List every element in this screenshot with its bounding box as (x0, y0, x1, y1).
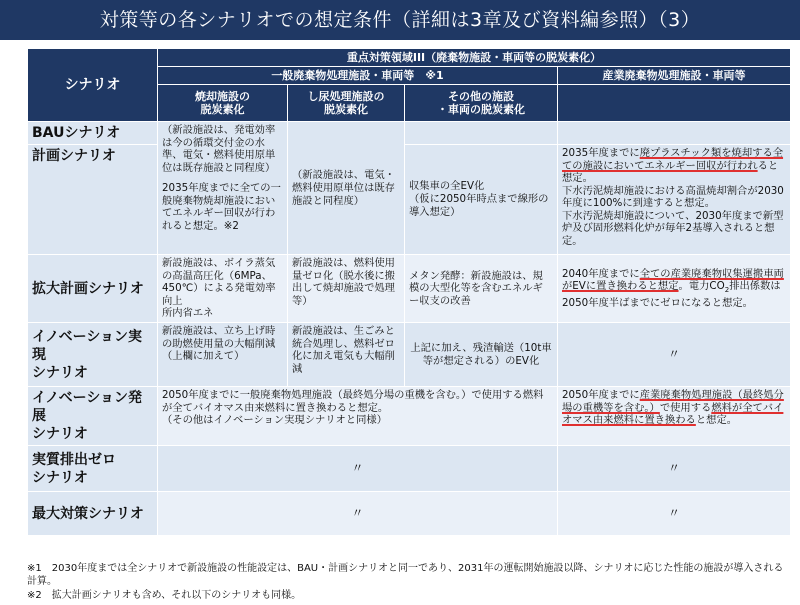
row-bau-name: BAUシナリオ (28, 122, 158, 145)
expanded-industrial-underline: 全ての産業廃棄物収集運搬車両がEVに置き換わると想定 (562, 267, 784, 293)
row-innovation-dev-name: イノベーション発展 シナリオ (28, 387, 158, 446)
row-innovation-name: イノベーション実現 シナリオ (28, 323, 158, 387)
innovation-industrial-ditto: 〃 (558, 323, 791, 387)
header-night-soil: し尿処理施設の 脱炭素化 (288, 85, 405, 122)
innovation-night-soil-text: 新設施設は、生ごみと統合処理し、燃料ゼロ化に加え電気も大幅削減 (288, 323, 405, 387)
innovation-incinerator-text: 新設施設は、立ち上げ時の助燃使用量の大幅削減 （上欄に加えて） (158, 323, 288, 387)
bau-plan-incinerator-text: （新設施設は、発電効率は今の循環交付金の水準、電気・燃料使用原単位は既存施設と同程度） (162, 124, 276, 174)
plan-other-text: 収集車の全EV化 （仮に2050年時点まで線形の導入想定） (405, 145, 558, 255)
header-general: 一般廃棄物処理施設・車両等 ※1 (158, 67, 558, 85)
footnote-2: ※2 拡大計画シナリオも含め、それ以下のシナリオも同様。 (27, 590, 302, 601)
net-zero-industrial-ditto: 〃 (558, 446, 791, 492)
expanded-night-soil-text: 新設施設は、燃料使用量ゼロ化（脱水後に搬出して焼却施設で処理等） (288, 255, 405, 323)
row-net-zero-name: 実質排出ゼロ シナリオ (28, 446, 158, 492)
max-general-ditto: 〃 (158, 492, 558, 536)
header-domain: 重点対策領域III（廃棄物施設・車両等の脱炭素化） (158, 49, 791, 67)
row-expanded-name: 拡大計画シナリオ (28, 255, 158, 323)
plan-industrial-underline: 廃プラスチック類を焼却する全ての施設においてエネルギー回収が行われ (562, 147, 784, 172)
header-incinerator: 焼却施設の 脱炭素化 (158, 85, 288, 122)
max-industrial-ditto: 〃 (558, 492, 791, 536)
header-scenario: シナリオ (28, 49, 158, 122)
row-max-name: 最大対策シナリオ (28, 492, 158, 536)
expanded-incinerator-text: 新設施設は、ボイラ蒸気の高温高圧化（6MPa、450℃）による発電効率向上 所内省エネ (158, 255, 288, 323)
expanded-industrial-text: 2040年度までに全ての産業廃棄物収集運搬車両がEVに置き換わると想定。電力$CO_2$排出係数は2050年度半ばまでにゼロになると想定。 (558, 255, 791, 323)
net-zero-general-ditto: 〃 (158, 446, 558, 492)
page-title: 対策等の各シナリオでの想定条件（詳細は3章及び資料編参照）（3） (0, 0, 800, 40)
footnote-1: ※1 2030年度までは全シナリオで新設施設の性能設定は、BAU・計画シナリオと同一であり、2031年の運転開始施設以降、シナリオに応じた性能の施設が導入される計算。 (27, 563, 784, 587)
innovation-dev-industrial-text: 2050年度までに産業廃棄物処理施設（最終処分場の重機等を含む。）で使用する燃料が全てバイオマス由来燃料に置き換わると想定。 (558, 387, 791, 446)
plan-incinerator-text: 2035年度までに全ての一般廃棄物焼却施設においてエネルギー回収が行われると想定。※2 (162, 182, 281, 232)
row-plan-name: 計画シナリオ (28, 145, 158, 255)
innovation-dev-general-text: 2050年度までに一般廃棄物処理施設（最終処分場の重機を含む。）で使用する燃料が全てバイオマス由来燃料に置き換わると想定。 （その他はイノベーション実現シナリオと同様） (158, 387, 558, 446)
innovation-other-text: 上記に加え、残渣輸送（10t車等が想定される）のEV化 (405, 323, 558, 387)
expanded-other-text: メタン発酵：新設施設は、規模の大型化等を含むエネルギー収支の改善 (405, 255, 558, 323)
plan-industrial-text: 2035年度までに廃プラスチック類を焼却する全ての施設においてエネルギー回収が行われると想定。 下水汚泥焼却施設における高温焼却割合が2030年度に100%に到達すると想定。 下水汚泥焼却施設について、2030年度まで新型炉及び固形燃料化炉が毎年2基導入されると想定。 (558, 145, 791, 255)
bau-plan-night-soil-text: （新設施設は、電気・燃料使用原単位は既存施設と同程度） (288, 122, 405, 255)
scenario-table (27, 48, 791, 536)
header-other: その他の施設 ・車両の脱炭素化 (405, 85, 558, 122)
header-industrial: 産業廃棄物処理施設・車両等 (558, 67, 791, 85)
